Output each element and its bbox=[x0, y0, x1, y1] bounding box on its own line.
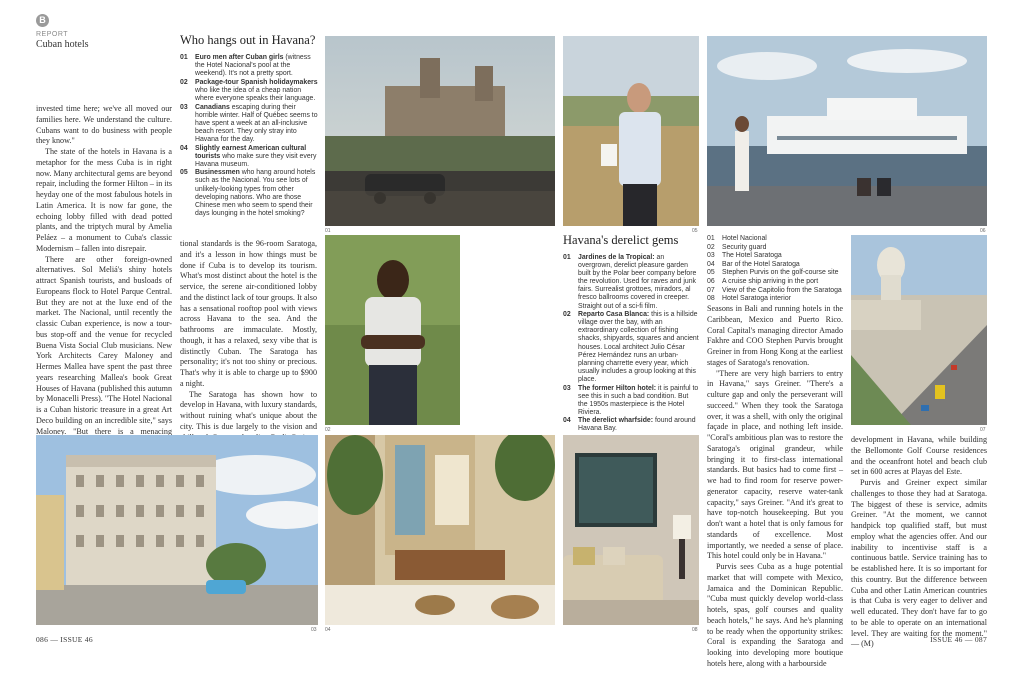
caption-text: View of the Capitolio from the Saratoga bbox=[722, 286, 842, 294]
caption-number: 06 bbox=[707, 277, 715, 285]
caption-row bbox=[707, 261, 847, 270]
who-hangs-out-item bbox=[180, 79, 320, 103]
caption-row bbox=[707, 235, 847, 244]
caption-text: Security guard bbox=[722, 243, 767, 251]
caption-text: Hotel Nacional bbox=[722, 235, 767, 242]
derelict-gem-item bbox=[563, 417, 699, 433]
body-paragraph: Purvis sees Cuba as a huge potential market that will compete with Mexico, Jamaica and the Dominican Republic. "Cuba must quickly develop world-class hotels, spas, golf courses and quality beach hotels," he says. And he's planning to be ready when the opportunity strikes: Coral is expanding the Saratoga and looking into developing more boutique hotels here, along with a harboursidе bbox=[707, 562, 843, 668]
photo-number-02: 02 bbox=[325, 427, 331, 433]
who-hangs-out-item-number: 02 bbox=[180, 78, 188, 86]
derelict-gem-item bbox=[563, 311, 699, 384]
body-column-1 bbox=[36, 104, 172, 480]
derelict-gem-item-heading: Jardines de la Tropical: bbox=[578, 254, 655, 261]
photo-number-07: 07 bbox=[980, 427, 986, 433]
derelict-gem-item-number: 01 bbox=[563, 254, 571, 261]
derelict-gem-item-heading: Reparto Casa Blanca: bbox=[578, 311, 650, 319]
derelict-gem-item-heading: The former Hilton hotel: bbox=[578, 384, 657, 392]
who-hangs-out-item bbox=[180, 54, 320, 78]
body-column-4 bbox=[851, 435, 987, 650]
body-paragraph: Purvis and Greiner expect similar challenges to those they had at Saratoga. The biggest of these is service, admits Greiner. "At the moment, we cannot handpick top qualified staff, but must employ what the agencies offer. And our inability to incentivise staff is a continuous battle. Service training has to be established here. It is so important for this country. But the difference between Cuba and other Latin American countries is that Cuba is very eager to deliver and well educated. They don't have far to go to be able to operate on an international level. They are waiting for the moment." — (M) bbox=[851, 478, 987, 649]
caption-number: 02 bbox=[707, 243, 715, 251]
derelict-gem-item-text: this is a hillside village over the bay, with an extraordinary collection of fishing shacks, shipyards, squares and ancient houses. Local architect Julio César Pérez Hernández runs an urban-planning charrette every year, which usually includes a group looking at this place. bbox=[578, 311, 699, 383]
section-title: Cuban hotels bbox=[36, 39, 89, 50]
photo-number-05: 05 bbox=[692, 228, 698, 234]
who-hangs-out-item-text: escaping during their horrible winter. Half of Québec seems to have spent a week at an all-inclusive beach resort. They only stray into Havana for the day. bbox=[195, 103, 318, 143]
who-hangs-out-item bbox=[180, 104, 320, 144]
photo-number-04: 04 bbox=[325, 627, 331, 633]
who-hangs-out-box bbox=[180, 33, 320, 218]
derelict-gem-item-text: an overgrown, derelict pleasure garden built by the Polar beer company before the revolution. Used for raves and junk fairs. Surrealist grottoes, miradors, al fresco ballrooms covered in creeper. Straight out of a sci-fi film. bbox=[578, 254, 697, 310]
photo-number-08: 08 bbox=[692, 627, 698, 633]
photo-hotel-saratoga bbox=[36, 435, 318, 625]
caption-number: 05 bbox=[707, 269, 715, 277]
photo-hotel-bar bbox=[325, 435, 555, 625]
magazine-logo: B bbox=[36, 14, 49, 27]
who-hangs-out-item-text: (witness the Hotel Nacional's pool at the weekend). It's not a pretty sport. bbox=[195, 54, 311, 78]
caption-text: The Hotel Saratoga bbox=[722, 252, 782, 260]
who-hangs-out-item-heading: Businessmen bbox=[195, 169, 240, 177]
derelict-gem-item bbox=[563, 385, 699, 417]
caption-text: A cruise ship arriving in the port bbox=[722, 277, 819, 285]
photo-saratoga-interior bbox=[563, 435, 699, 625]
who-hangs-out-item-heading: Package-tour Spanish holidaymakers bbox=[195, 78, 318, 86]
caption-text: Stephen Purvis on the golf-course site bbox=[722, 269, 839, 277]
derelict-gems-title: Havana's derelict gems bbox=[563, 233, 679, 247]
caption-text: Hotel Saratoga interior bbox=[722, 295, 791, 303]
who-hangs-out-item-number: 04 bbox=[180, 144, 188, 152]
derelict-gem-item-text: it is painful to see this in such a bad condition. But the 1950s masterpiece is the Hotel Riviera. bbox=[578, 384, 699, 416]
photo-stephen-purvis bbox=[563, 36, 699, 226]
caption-text: Bar of the Hotel Saratoga bbox=[722, 260, 800, 268]
who-hangs-out-item-number: 01 bbox=[180, 54, 188, 61]
caption-row bbox=[707, 287, 847, 296]
derelict-gem-item-number: 04 bbox=[563, 417, 571, 425]
section-label: REPORT bbox=[36, 31, 69, 38]
photo-number-06: 06 bbox=[980, 228, 986, 234]
page-folio-right: ISSUE 46 — 087 bbox=[930, 635, 987, 644]
who-hangs-out-item-text: who like the idea of a cheap nation where everyone speaks their language. bbox=[195, 86, 316, 102]
photo-capitolio-view bbox=[851, 235, 987, 425]
photo-number-01: 01 bbox=[325, 228, 331, 234]
caption-row bbox=[707, 278, 847, 287]
caption-row bbox=[707, 244, 847, 253]
photo-hotel-nacional bbox=[325, 36, 555, 226]
derelict-gems-box bbox=[563, 233, 699, 434]
body-paragraph: The state of the hotels in Havana is a metaphor for the mess Cuba is in right now. Many architectural gems are beyond repair, including the former Hilton – in its heyday one of the most fabulous hotels in Latin America. It is now far gone, the echoing lobby filled with dead potted plants, and the triptych mural by Amelia Peláez – a monument to Cuba's classic Modernism – fallen into disrepair. bbox=[36, 147, 172, 253]
who-hangs-out-item bbox=[180, 169, 320, 218]
caption-row bbox=[707, 269, 847, 278]
body-paragraph: invested time here; we've all moved our families here. We understand the culture. Cubans want to do business with people they know." bbox=[36, 104, 172, 146]
derelict-gem-item-number: 02 bbox=[563, 311, 571, 319]
caption-number: 08 bbox=[707, 295, 715, 303]
who-hangs-out-item-text: who make sure they visit every Havana museum. bbox=[195, 152, 317, 168]
caption-number: 01 bbox=[707, 235, 715, 242]
body-paragraph: The Saratoga has shown how to develop in Havana, with luxury standards, without ruining what's unique about the city. This is due largely to the vision and bbox=[180, 389, 317, 431]
body-column-3 bbox=[707, 304, 843, 670]
photo-captions bbox=[707, 235, 847, 304]
who-hangs-out-item-heading: Canadians bbox=[195, 103, 230, 111]
who-hangs-out-title: Who hangs out in Havana? bbox=[180, 33, 316, 47]
body-paragraph: "There are very high barriers to entry in Havana," says Greiner. "There's a culture gap and only the perseverant will succeed." When they took the Saratoga over, it was a shell, with only the original façade in place, and nothing left inside. "Coral's ambitious plan was to restore the Saratoga's original grandeur, while bringing it to first-class international standards. But basics had to come first – we had to find room for reserve power-generator capacity, reserve water-tank capacity," says Greiner. "And it's great to have top-notch housekeeping. But you don't want a hotel that is only famous for standards of excellence. Most importantly, we needed a sense of place. This hotel could only be in Havana." bbox=[707, 368, 843, 561]
photo-number-03: 03 bbox=[311, 627, 317, 633]
body-paragraph: Seasons in Bali and running hotels in the Caribbean, Mexico and Puerto Rico. Coral Capital's managing director Amado Fakhre and COO Stephen Purvis brought Greiner in from Hong Kong at the earliest stages of Saratoga's renovation. bbox=[707, 304, 843, 367]
photo-security-guard bbox=[325, 235, 460, 425]
caption-number: 03 bbox=[707, 252, 715, 260]
caption-number: 04 bbox=[707, 260, 715, 268]
caption-number: 07 bbox=[707, 286, 715, 294]
derelict-gem-item-heading: The derelict wharfside: bbox=[578, 417, 654, 425]
caption-row bbox=[707, 252, 847, 261]
who-hangs-out-item-number: 03 bbox=[180, 103, 188, 111]
body-paragraph: tional standards is the 96-room Saratoga, and it's a lesson in how things must be done if Cuba is to develop its tourism. What's most distinct about the hotel is the service, the serene air-conditioned lobby and the distinct lack of tour groups. It also has a sensational rooftop pool with views across Havana to the sea. And the bathrooms are immaculate. Mostly, though, it has a relaxed, sexy vibe that is distinctly Cuban. The Saratoga has personality; it's not too shiny or precious. That's why it is able to charge up to $900 a night. bbox=[180, 239, 317, 388]
who-hangs-out-item bbox=[180, 145, 320, 169]
derelict-gems-list bbox=[563, 254, 699, 434]
derelict-gem-item-text: found around Havana Bay. bbox=[578, 417, 696, 433]
who-hangs-out-item-number: 05 bbox=[180, 169, 188, 177]
body-column-2 bbox=[180, 239, 317, 465]
body-paragraph: development in Havana, while building the Bellomonte Golf Course residences and the oceanfront hotel and beach club set in 600 acres at Playas del Este. bbox=[851, 435, 987, 477]
derelict-gem-item bbox=[563, 254, 699, 311]
who-hangs-out-item-heading: Slightly earnest American cultural tourists bbox=[195, 144, 307, 160]
photo-cruise-ship bbox=[707, 36, 987, 226]
body-paragraph: There are other foreign-owned alternatives. Sol Meliá's shiny hotels attract Spanish tourists, and busloads of Europeans flock to Hotel Parque Central. But they are not at the luxe end of the market. The Nacional, until recently the classic Cuban experience, is now a tour-bus stop-off and the venue for recycled Buena Vista Social Club musicians. New York Architects Carey Maloney and Hermes Mallea have spent the past three years researching Mallea's book Great Houses of Havana (published this autumn by Monacelli Press). "The Hotel Nacional is a Cuban historic treasure in a great Art Deco building on an incredible site," says Maloney. "But there is a menacing bbox=[36, 254, 172, 436]
who-hangs-out-item-text: who hang around hotels such as the Nacional. You see lots of unlikely-looking types from other developing nations. Who are those Chinese men who seem to spend their days lounging in the hotel smoking? bbox=[195, 169, 316, 217]
derelict-gem-item-number: 03 bbox=[563, 384, 571, 392]
caption-row bbox=[707, 295, 847, 304]
who-hangs-out-list bbox=[180, 54, 320, 218]
who-hangs-out-item-heading: Euro men after Cuban girls bbox=[195, 54, 284, 61]
page-folio-left: 086 — ISSUE 46 bbox=[36, 635, 93, 644]
